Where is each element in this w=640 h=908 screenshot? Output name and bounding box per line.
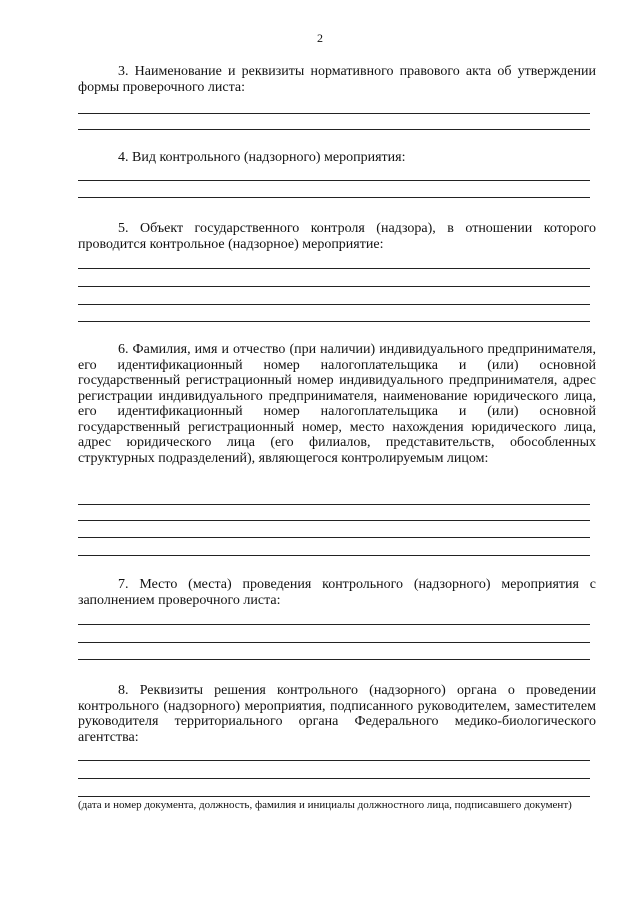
fill-line[interactable]	[78, 286, 590, 287]
fill-line[interactable]	[78, 180, 590, 181]
section-6-text: 6. Фамилия, имя и отчество (при наличии) индивидуального предпринимателя, его идентификационный номер налогоплательщика и (или) основной государственный регистрационный номер индивидуального предпринимателя, адрес регистрации индивидуального предпринимателя, наименование юридического лица, его идентификационный номер налогоплательщика и (или) основной государственный регистрационный номер, место нахождения юридического лица, адрес юридического лица (его филиалов, представительств, обособленных структурных подразделений), являющегося контролируемым лицом:	[78, 342, 596, 466]
fill-line[interactable]	[78, 321, 590, 322]
section-8-text: 8. Реквизиты решения контрольного (надзорного) органа о проведении контрольного (надзорного) мероприятия, подписанного руководителем, заместителем руководителя территориального органа Федерального медико-биологического агентства:	[78, 683, 596, 745]
fill-line[interactable]	[78, 129, 590, 130]
fill-line[interactable]	[78, 304, 590, 305]
fill-line[interactable]	[78, 555, 590, 556]
section-3-text: 3. Наименование и реквизиты нормативного правового акта об утверждении формы проверочного листа:	[78, 64, 596, 95]
fill-line[interactable]	[78, 796, 590, 797]
fill-line[interactable]	[78, 537, 590, 538]
section-4-text: 4. Вид контрольного (надзорного) мероприятия:	[118, 150, 406, 165]
fill-line[interactable]	[78, 520, 590, 521]
fill-line[interactable]	[78, 778, 590, 779]
fill-line[interactable]	[78, 659, 590, 660]
footnote-caption: (дата и номер документа, должность, фамилия и инициалы должностного лица, подписавшего документ)	[78, 799, 572, 811]
fill-line[interactable]	[78, 113, 590, 114]
section-5-text: 5. Объект государственного контроля (надзора), в отношении которого проводится контрольное (надзорное) мероприятие:	[78, 221, 596, 252]
fill-line[interactable]	[78, 504, 590, 505]
fill-line[interactable]	[78, 624, 590, 625]
fill-line[interactable]	[78, 268, 590, 269]
section-7-text: 7. Место (места) проведения контрольного (надзорного) мероприятия с заполнением проверочного листа:	[78, 577, 596, 608]
fill-line[interactable]	[78, 197, 590, 198]
page-number: 2	[317, 31, 323, 45]
fill-line[interactable]	[78, 642, 590, 643]
fill-line[interactable]	[78, 760, 590, 761]
